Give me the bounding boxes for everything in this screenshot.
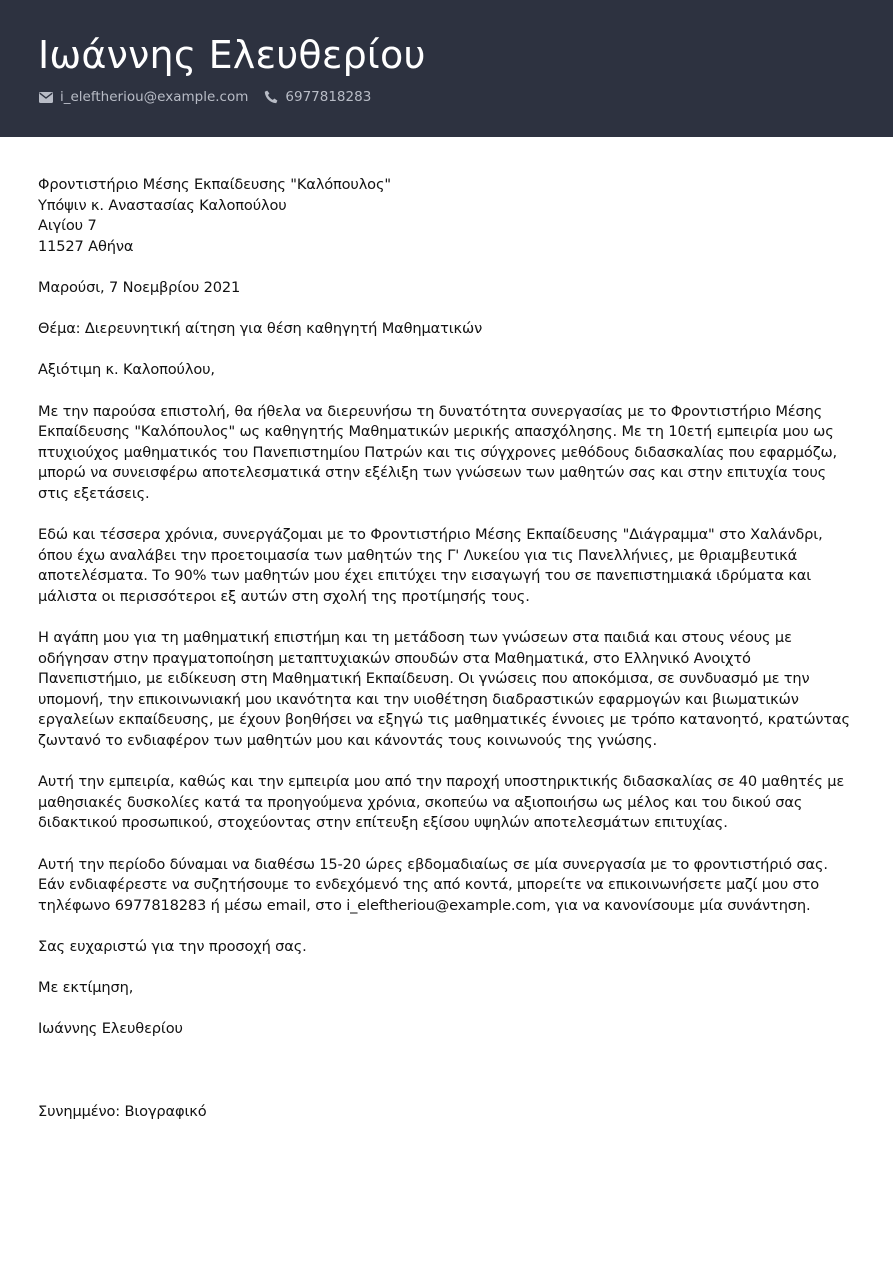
body-paragraph: Αυτή την εμπειρία, καθώς και την εμπειρία μου από την παροχή υποστηρικτικής διδασκαλίας σε 40 μαθητές με μαθησιακές δυσκολίες κατά τα προηγούμενα χρόνια, σκοπεύω να αξιοποιήσω ως μέλος και του δικού σας διδακτικού προσωπικού, στοχεύοντας στην επίτευξη εξίσου υψηλών αποτελεσμάτων επιτυχίας.: [38, 773, 845, 832]
attachment-note: Συνημμένο: Βιογραφικό: [38, 1102, 207, 1120]
recipient-line: 11527 Αθήνα: [38, 237, 134, 255]
recipient-address: [38, 175, 855, 257]
contact-info: [38, 89, 855, 105]
email-contact[interactable]: [38, 89, 248, 105]
phone-icon: [263, 90, 278, 104]
body-paragraph: Η αγάπη μου για τη μαθηματική επιστήμη και τη μετάδοση των γνώσεων στα παιδιά και στους νέους με οδήγησαν στην πραγματοποίηση μεταπτυχιακών σπουδών στα Μαθηματικά, στο Ελληνικό Ανοιχτό Πανεπιστήμιο, με ειδίκευση στη Μαθηματική Εκπαίδευση. Οι γνώσεις που αποκόμισα, σε συνδυασμό με την υπομονή, την επικοινωνιακή μου ικανότητα και την υιοθέτηση διαδραστικών εφαρμογών και βιωματικών εργαλείων εκπαίδευσης, με έχουν βοηθήσει να εξηγώ τις μαθηματικές έννοιες με τρόπο κατανοητό, κρατώντας ζωντανό το ενδιαφέρον των μαθητών μου και κάνοντάς τους κοινωνούς της γνώσης.: [38, 629, 850, 750]
phone-text[interactable]: 6977818283: [285, 89, 372, 105]
letter-date: Μαρούσι, 7 Νοεμβρίου 2021: [38, 278, 241, 296]
recipient-line: Φροντιστήριο Μέσης Εκπαίδευσης "Καλόπουλος": [38, 176, 391, 193]
body-paragraph: Εδώ και τέσσερα χρόνια, συνεργάζομαι με το Φροντιστήριο Μέσης Εκπαίδευσης "Διάγραμμα" στο Χαλάνδρι, όπου έχω αναλάβει την προετοιμασία των μαθητών της Γ' Λυκείου για τις Πανελλήνιες, με θριαμβευτικά αποτελέσματα. Το 90% των μαθητών μου έχει επιτύχει την εισαγωγή του σε πανεπιστημιακά ιδρύματα και μάλιστα οι περισσότεροι εξ αυτών στη σχολή της προτίμησής τους.: [38, 526, 823, 605]
recipient-line: Υπόψιν κ. Αναστασίας Καλοπούλου: [38, 196, 287, 214]
envelope-icon: [38, 90, 53, 104]
letter-subject: Θέμα: Διερευνητική αίτηση για θέση καθηγητή Μαθηματικών: [38, 320, 483, 338]
letter-thanks: Σας ευχαριστώ για την προσοχή σας.: [38, 937, 307, 955]
phone-contact[interactable]: [263, 89, 371, 105]
letter-body: [0, 137, 893, 1122]
letter-greeting: Αξιότιμη κ. Καλοπούλου,: [38, 361, 215, 379]
body-paragraph: Αυτή την περίοδο δύναμαι να διαθέσω 15-20 ώρες εβδομαδιαίως σε μία συνεργασία με το φροντιστήριό σας. Εάν ενδιαφέρεστε να συζητήσουμε το ενδεχόμενό της από κοντά, μπορείτε να επικοινωνήσετε μαζί μου στο τηλέφωνο 6977818283 ή μέσω email, στο i_eleftheriou@example.com, για να κανονίσουμε μία συνάντηση.: [38, 855, 828, 914]
recipient-line: Αιγίου 7: [38, 217, 97, 235]
body-paragraph: Με την παρούσα επιστολή, θα ήθελα να διερευνήσω τη δυνατότητα συνεργασίας με το Φροντιστήριο Μέσης Εκπαίδευσης "Καλόπουλος" ως καθηγητής Μαθηματικών μερικής απασχόλησης. Με τη 10ετή εμπειρία μου ως πτυχιούχος μαθηματικός του Πανεπιστημίου Πατρών και τις σύγχρονες μεθόδους διδασκαλίας που εφαρμόζω, μπορώ να συνεισφέρω αποτελεσματικά στην εξέλιξη των γνώσεων των μαθητών σας και στην επιτυχία τους στις εξετάσεις.: [38, 402, 838, 502]
email-text[interactable]: i_eleftheriou@example.com: [60, 89, 249, 105]
resume-header: [0, 0, 893, 137]
letter-closing: Με εκτίμηση,: [38, 979, 134, 997]
sender-name: Ιωάννης Ελευθερίου: [38, 33, 426, 77]
signature-name: Ιωάννης Ελευθερίου: [38, 1020, 183, 1038]
